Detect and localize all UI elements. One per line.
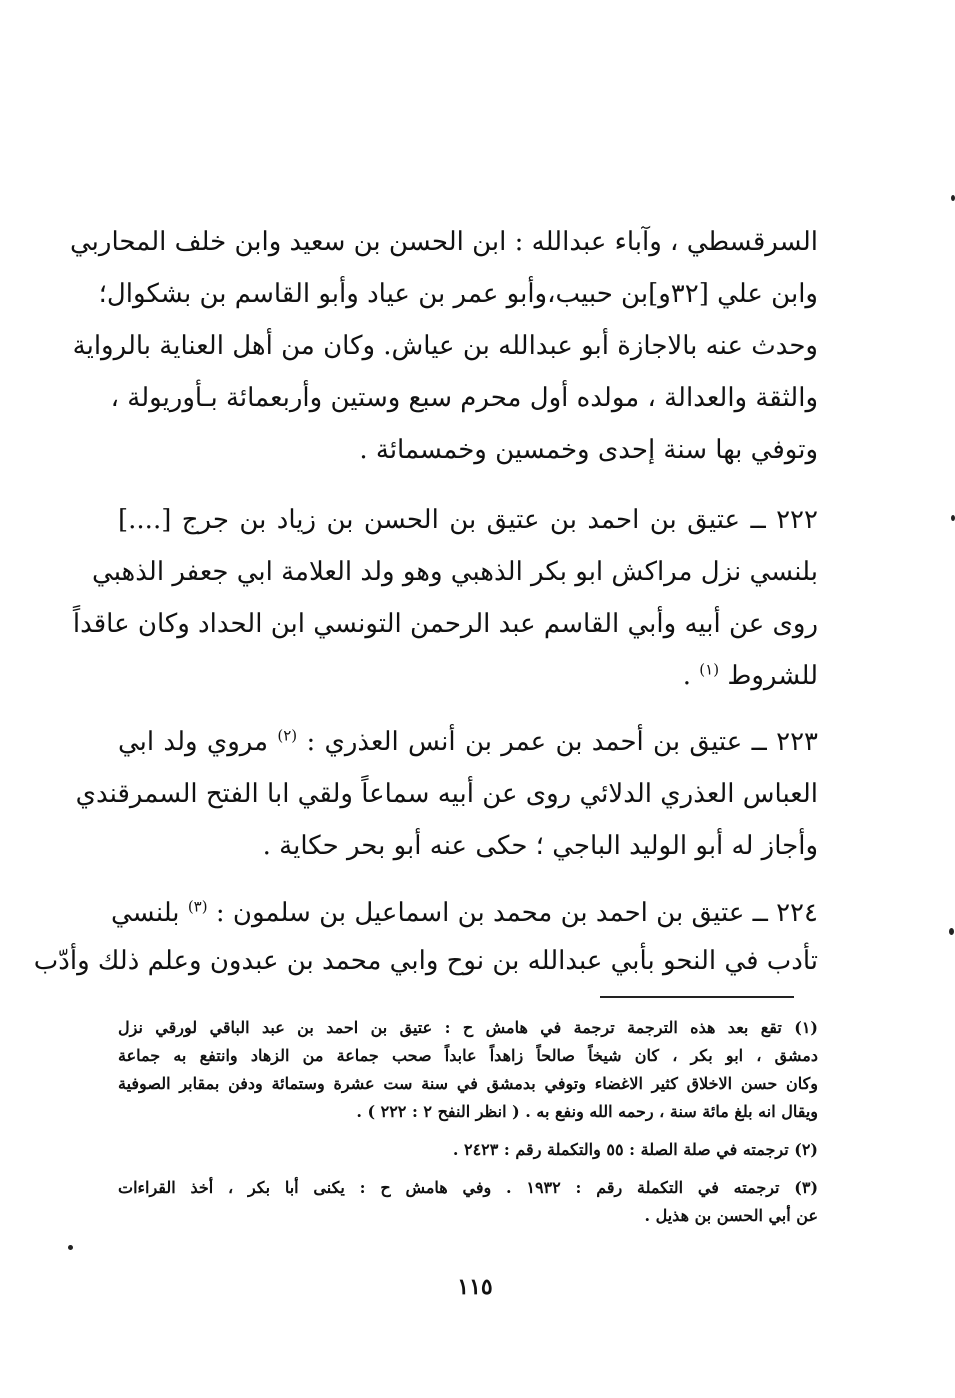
scan-speck xyxy=(68,1245,73,1250)
footnote-line: عن أبي الحسن بن هذيل . xyxy=(644,1206,818,1225)
text-line: وحدث عنه بالاجازة أبو عبدالله بن عياش. وكان من أهل العناية بالرواية xyxy=(72,331,818,361)
text-fragment: للشروط xyxy=(727,661,818,691)
text-line: والثقة والعدالة ، مولده أول محرم سبع وستين وأربعمائة بـأوريولة ، xyxy=(110,383,818,413)
footnote-line: ويقال انه بلغ مائة سنة ، رحمه الله ونفع به . ( انظر النفح ٢ : ٢٢٢ ) . xyxy=(356,1102,818,1121)
text-line: وابن علي [٣٢و]بن حبيب،وأبو عمر بن عياد وأبو القاسم بن بشكوال؛ xyxy=(98,279,818,309)
text-line: تأدب في النحو بأبي عبدالله بن نوح وابي محمد بن عبدون وعلم ذلك وأدّب xyxy=(33,946,818,976)
scan-speck xyxy=(949,928,954,935)
footnote-line: (٣) ترجمته في التكملة رقم : ١٩٣٢ . وفي هامش ح : يكنى أبا بكر ، أخذ القراءات xyxy=(118,1178,819,1197)
text-line xyxy=(118,656,818,696)
footnote-line: وكان حسن الاخلاق كثير الاغضاء وتوفي بدمشق في سنة ست عشرة وستمائة ودفن بمقابر الصوفية xyxy=(118,1074,818,1093)
entry-heading-line xyxy=(110,893,818,933)
text-line: روى عن أبيه وأبي القاسم عبد الرحمن التونسي ابن الحداد وكان عاقداً xyxy=(72,609,818,639)
footnote-marker: (٣) xyxy=(187,897,208,916)
footnote-line: (٢) ترجمته في صلة الصلة : ٥٥ والتكملة رقم : ٢٤٢٣ . xyxy=(452,1140,818,1159)
text-fragment: ٢٢٣ ــ عتيق بن أحمد بن عمر بن أنس العذري : xyxy=(306,727,819,757)
text-fragment: . xyxy=(682,661,692,691)
text-line: العباس العذري الدلائي روى عن أبيه سماعاً ولقي ابا الفتح السمرقندي xyxy=(75,779,818,809)
footnote-marker: (١) xyxy=(699,660,720,679)
text-line: السرقسطي ، وآباء عبدالله : ابن الحسن بن سعيد وابن خلف المحاربي xyxy=(70,227,818,257)
text-line: وتوفي بها سنة إحدى وخمسين وخمسمائة . xyxy=(359,435,818,465)
entry-heading-line xyxy=(118,722,818,762)
footnote-divider xyxy=(600,996,794,998)
footnote-line: (١) تقع بعد هذه الترجمة ترجمة في هامش ح : عتيق بن احمد بن عبد الباقي لورقي نزل xyxy=(118,1018,818,1037)
scan-speck xyxy=(951,515,955,521)
text-fragment: بلنسي xyxy=(110,898,180,928)
footnote-line: دمشق ، ابو بكر ، كان شيخاً صالحاً زاهداً عابداً صحب جماعة من الزهاد وانتفع به جماعة xyxy=(118,1046,818,1065)
page-number: ١١٥ xyxy=(457,1274,493,1300)
entry-heading-line: ٢٢٢ ــ عتيق بن احمد بن عتيق بن الحسن بن زياد بن جرج [....] xyxy=(118,505,818,535)
text-fragment: مروي ولد ابي xyxy=(118,727,269,757)
footnote-marker: (٢) xyxy=(277,726,298,745)
scan-speck xyxy=(951,195,955,201)
text-fragment: ٢٢٤ ــ عتيق بن احمد بن محمد بن اسماعيل بن سلمون : xyxy=(215,898,818,928)
text-line: بلنسي نزل مراكش ابو بكر الذهبي وهو ولد العلامة ابي جعفر الذهبي xyxy=(92,557,818,587)
text-line: وأجاز له أبو الوليد الباجي ؛ حكى عنه أبو بحر حكاية . xyxy=(262,831,818,861)
